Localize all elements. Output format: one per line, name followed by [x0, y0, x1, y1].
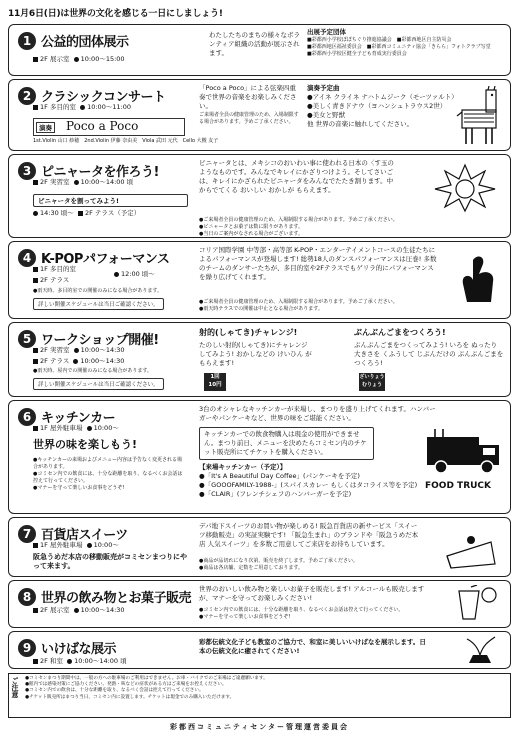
description: 世界のおいしい飲み物と楽しいお菓子を販売します! アルコールも販売しますが、マナーを守ってお楽しみください! [199, 585, 425, 602]
pinata-star-illustration [429, 161, 501, 213]
vendor: ●「GOOOFAMILY-1988-」(スパイスカレー もしくはタコライス等を予定) [199, 481, 418, 489]
note: ●コミセン内での飲食には、十分な距離を取り、なるべくお会話は控えて行ってください。 [199, 607, 404, 613]
section-1 [8, 24, 511, 76]
performer-name: Poco a Poco [66, 119, 139, 133]
sub-heading: ピニャータを割ってみよう! [33, 194, 188, 207]
workshop-1-title: 射的(しゃてき)チャレンジ! [199, 328, 298, 337]
exhibitors-title: 出展予定団体 [307, 28, 346, 36]
time: 10:00～14:30 [80, 357, 125, 365]
section-5 [8, 322, 511, 397]
location: 1F 屋外駐車場 [40, 541, 83, 549]
caution-label: ご注意 [11, 677, 19, 698]
time: 10:00～14:00 頃 [80, 178, 134, 186]
section-number: 2 [18, 87, 36, 105]
location: 1F 多目的室 [40, 103, 76, 111]
drink-icon [449, 585, 505, 625]
notice: ●雨天時、屋内での開催のみになる場合があります。 [33, 368, 152, 374]
section-title: ワークショップ開催! [41, 333, 159, 348]
caution-line: ●コミセン内での飲食は、十分な距離を取り、なるべく会話は控えて行ってください。 [25, 688, 204, 694]
workshop-2-title: ぶんぶんごまをつくろう! [354, 328, 446, 337]
time: 10:00～11:00 [87, 103, 132, 111]
note: ●マナーを守って楽しいお食事をどうぞ! [33, 485, 125, 491]
note: ●雨天時テラスでの開催は中止となる場合があります。 [199, 306, 323, 312]
vendor: ●「It's A Beautiful Day Coffee」(パンケーキを予定) [199, 472, 360, 480]
schedule-note: 詳しい開催スケジュールは当日ご確認ください。 [33, 298, 164, 310]
description: デパ地下スイーツのお買い物が楽しめる! 阪急百貨店の新サービス「スイーツ移動販売」の実証実験です! 「阪急生まれ」のブランドや「阪急うめだ本店 人気スイーツ」を多数ご用意してご来店をお待ちしています。 [199, 522, 419, 548]
note: ●ピニャータとお菓子は数に限りがあります。 [199, 224, 303, 230]
description: 3台のオシャレなキッチンカーが来場し、まつりを盛り上げてくれます。ハンバーガーやパンケーキなど、世界の味をご堪能ください。 [199, 405, 436, 422]
vendor-list-title: 【来場キッチンカー（予定）】 [199, 463, 287, 471]
location: 2F 展示室 [40, 55, 70, 63]
description: 「Poco a Poco」による弦楽四重奏で世界の音楽をお楽しみください。 [199, 84, 297, 110]
caution-box [8, 673, 511, 718]
location: 2F 実習室 [40, 346, 70, 354]
workshop-1-description: たのしい射的(しゃてき)にチャレンジしてみよう! おかしなどの けいひん が もらえます! [199, 341, 312, 367]
ikebana-icon [459, 635, 501, 667]
food-truck-label: FOOD TRUCK [425, 481, 492, 491]
section-title: キッチンカー [41, 411, 116, 426]
vendor: ●「CLAIR」(フレンチシェフのハンバーガーを予定) [199, 490, 352, 498]
section-number: 8 [18, 588, 36, 606]
description: わたしたちのまちの様々なボランティア組織の活動が展示されます。 [209, 31, 300, 57]
members: 1st.Violin 山口 紗穂 2nd.Violin 伊藤 奈由美 Viola 武田 元代 Cello 大槻 友子 [33, 138, 219, 144]
section-title: ピニャータを作ろう! [41, 165, 159, 180]
sub-heading: 世界の味を楽しもう! [33, 438, 138, 451]
finger-heart-icon [455, 252, 503, 310]
section-number: 3 [18, 162, 36, 180]
program-item: 他 世界の音楽に触れしてください。 [307, 120, 414, 128]
caution-line: ●コミセンまつり期間中は、一般の方への駐車場のご利用はできません。お車・バイクでのご来場はご遠慮願います。 [25, 676, 268, 681]
footer-organizer: 彩都西コミュニティセンター管理運営委員会 [169, 723, 350, 731]
cake-icon [441, 526, 501, 572]
price: 10円 [208, 382, 222, 388]
performer-label: 演奏 [36, 122, 55, 133]
note: ●商品が品切れになり次第、販売を終了します。予めご了承ください。 [199, 558, 358, 564]
note: ●ご来場者全員の健康管理のため、入場制限する場合があります。予めご了承ください。 [199, 299, 398, 305]
location: 2F テラス [40, 357, 70, 365]
header-text: 11月6日(日)は世界の文化を感じる一日にしましょう! [8, 9, 223, 19]
food-truck-icon [423, 427, 505, 479]
note: ●キッチンカーの来場およびメニュー内容は予告なく変更される場合があります。 [33, 457, 183, 470]
description: 彩都伝統文化子ども教室のご協力で、和室に美しいいけばなを展示します。日本の伝統文化に癒されてください! [199, 638, 426, 655]
time: 10:00～15:00 [80, 55, 125, 63]
program-title: 演奏予定曲 [307, 84, 340, 92]
workshop-2-description: ぶんぶんごまをつくってみよう! いろを ぬったり 大きさを くふうして じぶんだけの ぶんぶんごまをつくろう! [354, 341, 504, 367]
section-4 [8, 241, 511, 319]
location: 1F 多目的室 [40, 265, 76, 273]
time: 14:30 頃～ [40, 209, 74, 217]
badge-top: ざいりょう [359, 374, 385, 380]
price-label: 1回 [210, 374, 220, 380]
note: ●マナーを守って楽しいお食事をどうぞ! [199, 614, 291, 620]
section-number: 1 [18, 32, 36, 50]
pinata-llama-illustration [454, 86, 506, 148]
program-item: ●アイネ クライネ ナハトムジーク（モーツァルト） [307, 93, 458, 101]
location: 2F テラス [40, 276, 70, 284]
section-title: クラシックコンサート [41, 90, 166, 105]
location: 2F 展示室 [40, 606, 70, 614]
exhibitor: ■彩都西地区福祉委員会 ■彩都西コミュニティ協会「きらら」フォトクラブ写堂 [307, 44, 491, 50]
ticket-info-box: キッチンカーでの飲食物購入は現金の使用ができません。まつり前日、メニューを決めたらコミセン内のチケット販売所にてチケットを購入ください。 [199, 427, 374, 460]
program-item: ●美しく青きドナウ（ヨハンシュトラウス2世） [307, 102, 447, 110]
location: 2F 実習室 [40, 178, 70, 186]
schedule-note: 詳しい開催スケジュールは当日ご確認ください。 [33, 378, 164, 390]
note: ●コミセン内での飲食には、十分な距離を取り、なるべくお会話は控えて行ってください。 [33, 471, 183, 484]
location: 1F 屋外駐車場 [40, 424, 83, 432]
location: 2F 和室 [40, 657, 63, 665]
section-title: いけばな展示 [41, 642, 117, 657]
badge-bottom: むりょう [361, 382, 382, 388]
section-title: K-POPパフォーマンス [41, 252, 170, 267]
section-7 [8, 517, 511, 577]
location: 2F テラス（予定） [84, 209, 141, 217]
time: 10:00～14:30 [80, 606, 125, 614]
section-title: 公益的団体展示 [41, 35, 129, 50]
time: 10:00～ [93, 424, 119, 432]
time: 10:00～14:30 [80, 346, 125, 354]
sub-heading: 阪急うめだ本店の移動販売がコミセンまつりにやって来ます。 [33, 553, 187, 570]
time: 10:00～ [93, 541, 119, 549]
section-number: 9 [18, 639, 36, 657]
section-number: 4 [18, 249, 36, 267]
program-item: ●美女と野獣 [307, 111, 346, 119]
section-6 [8, 400, 511, 514]
section-number: 7 [18, 525, 36, 543]
caution-line: ●館内では感染対策にご協力ください。発熱・咳などの症状がある方はご来場をお控えください。 [25, 682, 227, 688]
section-3 [8, 154, 511, 238]
section-title: 世界の飲み物とお菓子販売 [41, 591, 192, 606]
entry-note: ご来場者全員の健康管理のため、入場制限する場合があります。予めご了承ください。 [199, 112, 299, 125]
note: ●当日のご案内がなされる場合がございます。 [199, 231, 303, 237]
time: 12:00 頃～ [121, 270, 155, 278]
section-9 [8, 631, 511, 669]
section-number: 5 [18, 330, 36, 348]
notice: ●雨天時、多目的室での開催のみになる場合があります。 [33, 288, 162, 294]
time: 10:00～14:00 頃 [74, 657, 127, 665]
section-2 [8, 79, 511, 151]
note: ●商品は各店舗、定数をご用意しております。 [199, 565, 303, 571]
description: ピニャータとは、メキシコのおいわい事に使われる日本の〈す玉のようなものです。みんなでキレイにかざりつけよう。そしてさいごは、キレイにかざられたピニャータをみんなでたたき割ります。中からでてくる おいしい おかしが もらえます。 [199, 159, 394, 194]
section-8 [8, 580, 511, 628]
exhibitor: ■彩都西小学校区健全子ども育成実行委員会 [307, 51, 407, 57]
caution-line: ●チケット販売所はまつり当日、コミセン内に設置します。チケットは現金でのみ購入いただけます。 [25, 694, 235, 700]
section-title: 百貨店スイーツ [41, 528, 128, 543]
exhibitor: ■彩都西小学校ぽぽちぐり推進協議会 ■彩都西地区自主防災会 [307, 37, 452, 43]
section-number: 6 [18, 408, 36, 426]
note: ●ご来場者全員の健康管理のため、入場制限する場合があります。予めご了承ください。 [199, 217, 398, 223]
description: コリア国際学園 中等部・高等部 K-POP・エンターテイメントコースの生徒たちによるパフォーマンスが登場します! 総勢18人のダンスパフォーマンスは圧巻! 多数のチームのダンサーたちが、多目的室や2Fテラスでもゲリラ的にパフォーマンスを繰り広げてくれます。 [199, 246, 437, 281]
